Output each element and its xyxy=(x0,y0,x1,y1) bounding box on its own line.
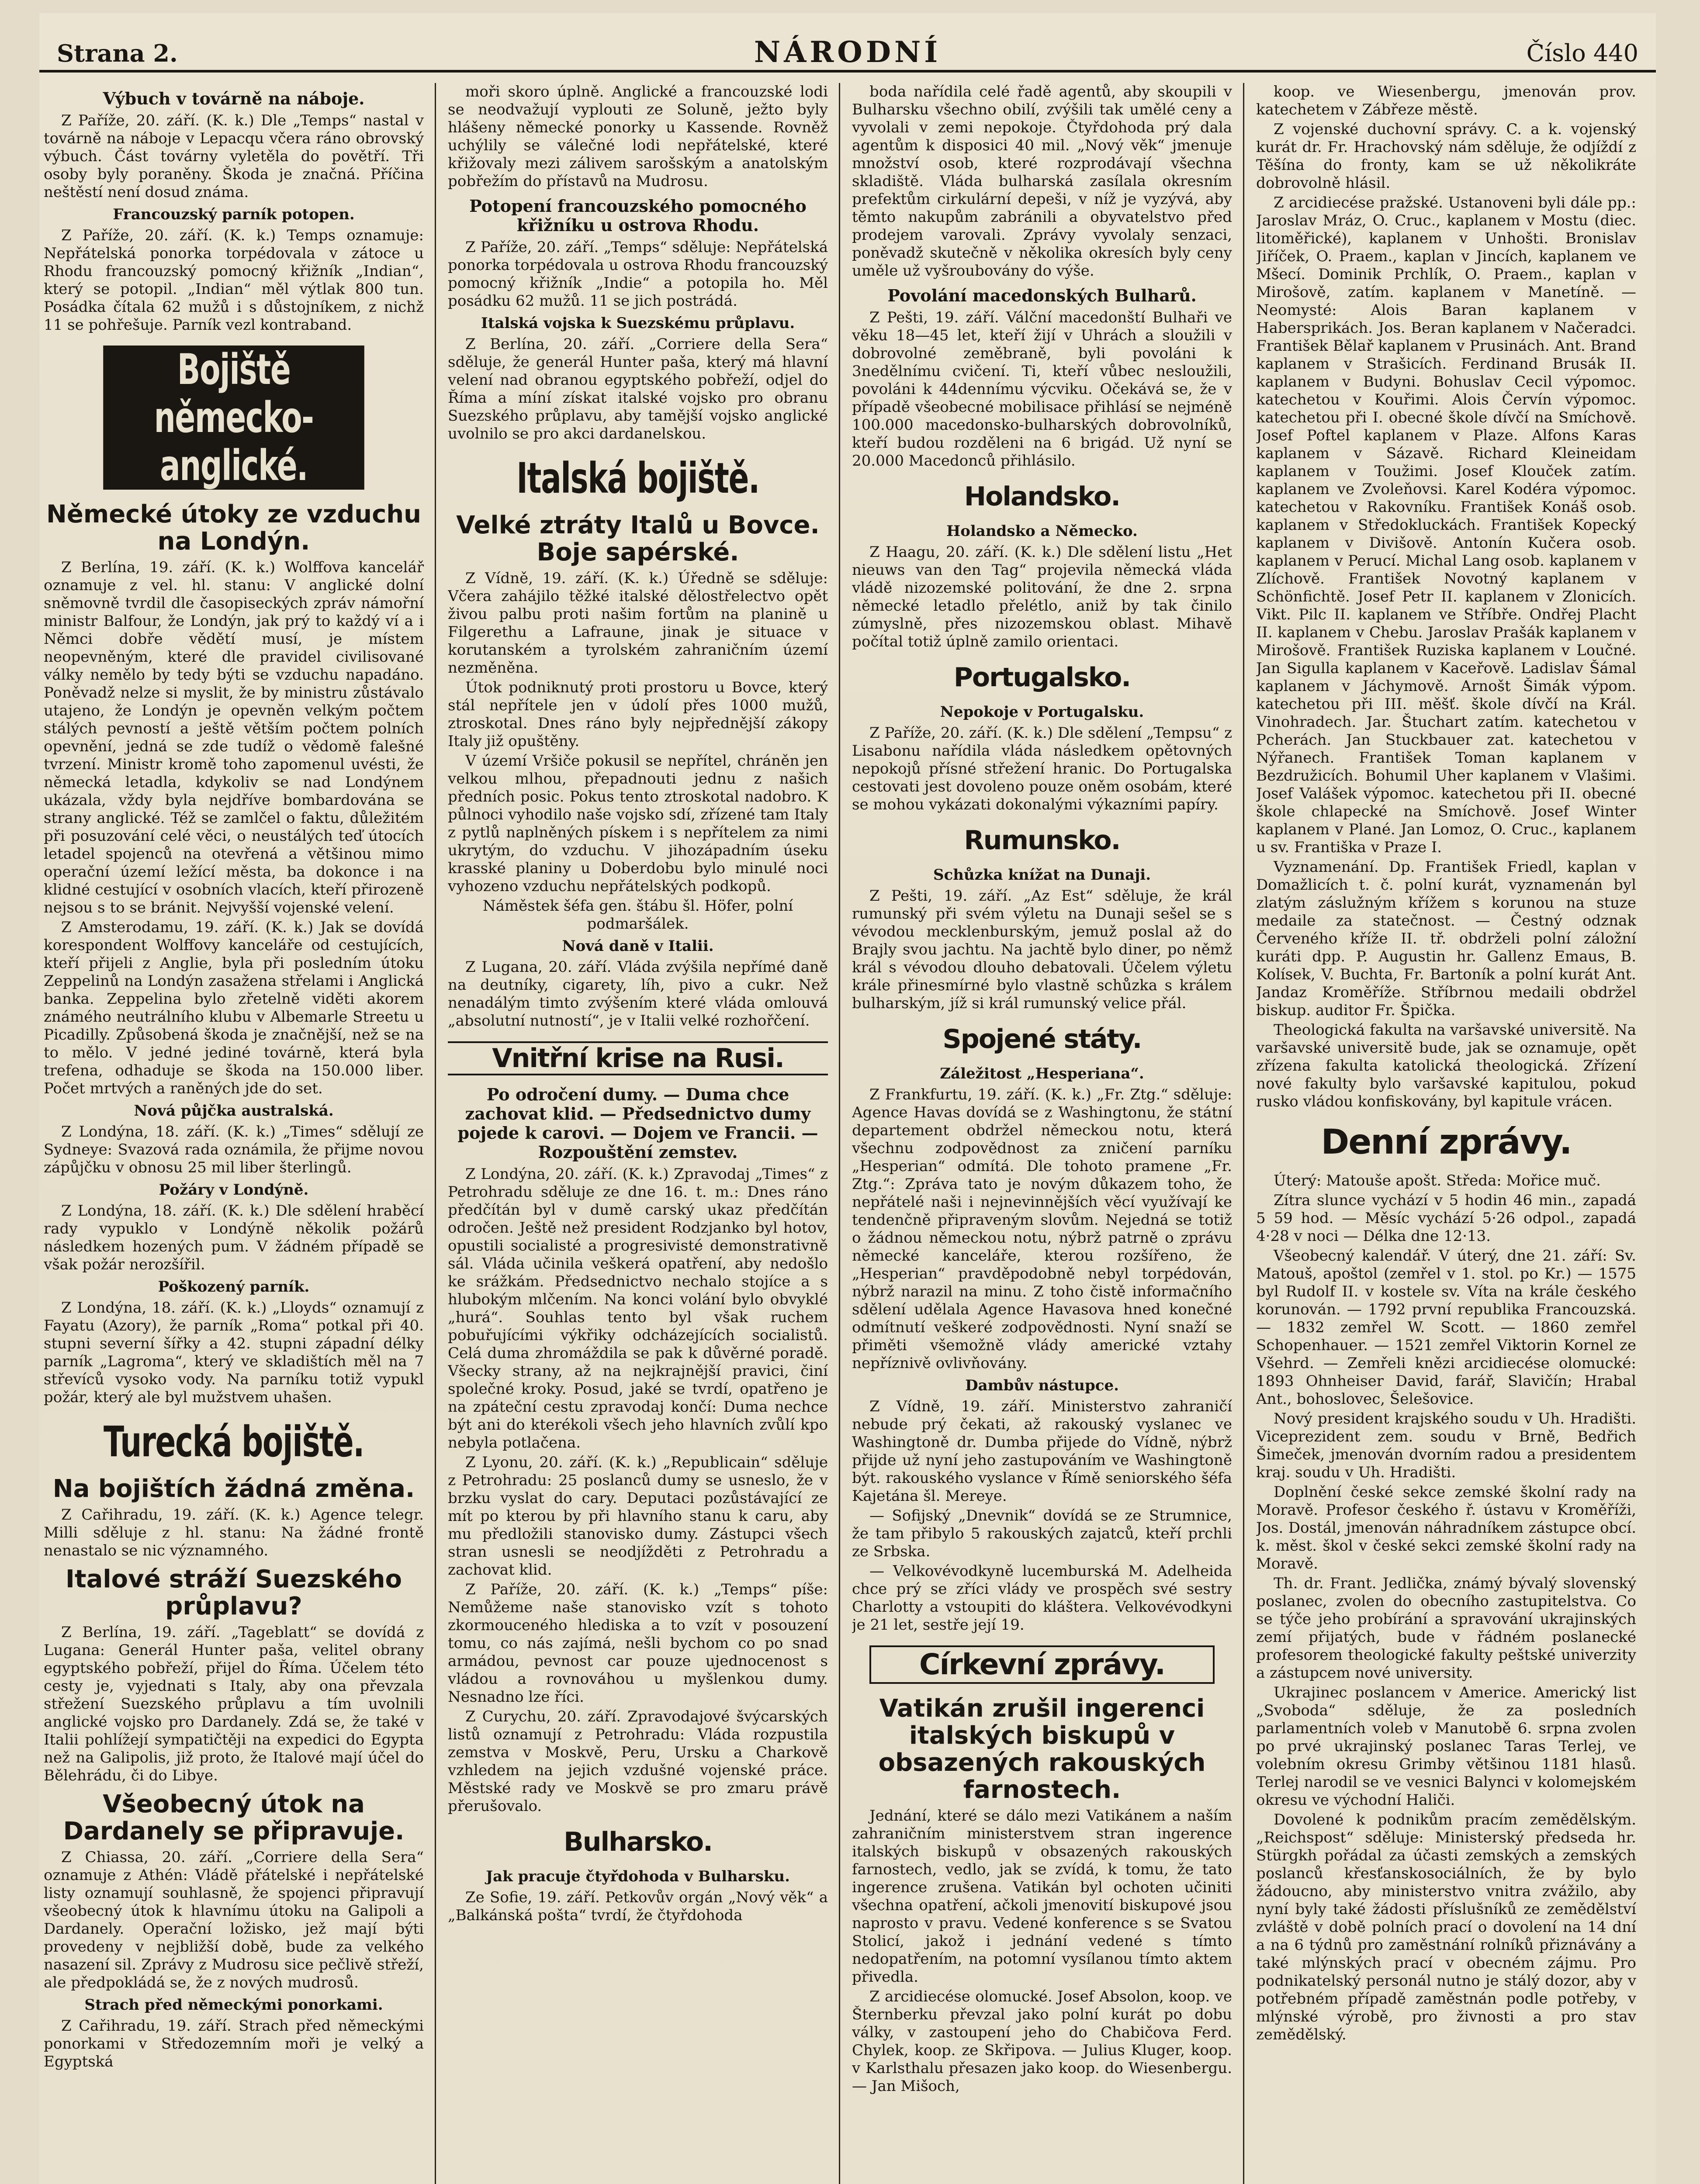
article-paragraph: Z Berlína, 20. září. „Corriere della Sera“ sděluje, že generál Hunter paša, který má hlavní velení nad obranou egyptského pobřeží, odjel do Říma a míní získat italské vojsko pro obranu Suezského průplavu, aby tamější vojsko anglické uvolnilo se pro akci dardanelskou. xyxy=(448,335,828,442)
section-banner: Bulharsko. xyxy=(564,1827,712,1857)
article-paragraph: Útok podniknutý proti prostoru u Bovce, který stál nepřítele jen v údolí přes 1000 mužů, ztroskotal. Dnes ráno byly nejpřednější zákopy Italy již opuštěny. xyxy=(448,679,828,750)
article-headline: Nová daně v Italii. xyxy=(562,937,714,955)
article-paragraph: Ze Sofie, 19. září. Petkovův orgán „Nový věk“ a „Balkánská pošta“ tvrdí, že čtyřdohoda xyxy=(448,1889,828,1924)
article-paragraph: Z Londýna, 20. září. (K. k.) Zpravodaj „Times“ z Petrohradu sděluje ze dne 16. t. m.: Dnes ráno předčítán byl v dumě carský ukaz předčítán odročen. Ještě než president Rodzjanko byl hotov, opustili socialisté a progresivisté demonstrativně sál. Vláda učinila veškerá opatření, aby nedošlo ke srážkám. Předsednictvo nechalo stojíce a s hlubokým mlčením. Na konci volání bylo obvyklé „hurá“. Souhlas tento byl však ruchem pobuřujícími výkřiky odcházejících socialistů. Celá duma zhromáždila se pak k důvěrné poradě. Všecky strany, až na nejkrajnější pravici, činí společné kroky. Posud, jaké se tvrdí, opatřeno je na zpáteční cestu zpravodaj končí: Duma nechce být ani do kterékoli všech jeho hlavních zvůlí kpo nebyla potlačena. xyxy=(448,1165,828,1451)
column-rule xyxy=(839,83,840,2184)
article-paragraph: Vyznamenání. Dp. František Friedl, kaplan v Domažlicích t. č. polní kurát, vyznamenán byl zlatým záslužným křížem s korunou na stuze medaile za statečnost. — Čestný odznak Červeného kříže II. tř. obdrželi polní záložní kuráti dpp. P. Augustin hr. Gallenz Emaus, B. Kolísek, V. Buchta, Fr. Bartoník a polní kurát Ant. Jandaz Kroměříže. Stříbrnou medaili obdržel biskup. auditor Fr. Špička. xyxy=(1256,858,1636,1019)
article-paragraph: — Sofijský „Dnevnik“ dovídá se ze Strumnice, že tam přibylo 5 rakouských zajatců, kteří prchli ze Srbska. xyxy=(852,1507,1232,1560)
article-paragraph: Ukrajinec poslancem v Americe. Americký list „Svoboda“ sděluje, že za posledních parlamentních voleb v Manutobě 6. srpna zvolen po prvé ukrajinský poslanec Taras Terlej, ve volebním okresu Grimby většinou 1181 hlasů. Terlej narodil se ve vesnici Balynci v kolomejském okresu ve východní Haliči. xyxy=(1256,1684,1636,1809)
article-paragraph: Theologická fakulta na varšavské universitě. Na varšavské universitě bude, jak se oznamuje, opět zřízena fakulta katolická theologická. Zřízení nové fakulty bylo varšavské kapitulou, pokud rusko vládou konfiskovány, byl kapitule vrácen. xyxy=(1256,1021,1636,1110)
article-paragraph: Dovolené k podnikům pracím zemědělským. „Reichspost“ sděluje: Ministerský předseda hr. Stürgkh pořádal za účasti zemských a zemských poslanců křesťanskosociálních, že by bylo žádoucno, aby ministerstvo vnitra zvážilo, aby nyní byly také žádosti příslušníků ze zemědělství zvláště v době polních prací o dovolení na 14 dní a na 6 týdnů pro zaměstnání rolníků přiznávány a také mlýnských prací v obecném zájmu. Pro podnikatelský personál nutno je stálý dozor, aby v potřebném případě zaměstnán podle potřeby, v mlýnské výrobě, pro živnosti a pro stav zemědělský. xyxy=(1256,1811,1636,2043)
column-rule xyxy=(1243,83,1244,2184)
article-paragraph: Z Haagu, 20. září. (K. k.) Dle sdělení listu „Het nieuws van den Tag“ projevila německá vláda vládě nizozemské politování, že dne 2. srpna německé letadlo přelétlo, aniž by tak činilo zúmyslně, přes nizozemskou oblast. Mihavě počítal totiž úplně zamilo orientaci. xyxy=(852,543,1232,650)
section-banner: Spojené státy. xyxy=(942,1024,1142,1054)
article-paragraph: Z Paříže, 20. září. (K. k.) Dle sdělení „Tempsu“ z Lisabonu nařídila vláda následkem opětovných nepokojů přísné střežení hranic. Do Portugalska cestovati jest dovoleno pouze oněm osobám, které se mohou vykázati dokonalými výkazními papíry. xyxy=(852,724,1232,813)
article-paragraph: Z Paříže, 20. září. „Temps“ sděluje: Nepřátelská ponorka torpédovala u ostrova Rhodu francouzský pomocný křižník „Indie“ a potopila ho. Měl posádku 62 mužů. 11 se jich postrádá. xyxy=(448,238,828,310)
article-paragraph: koop. ve Wiesenbergu, jmenován prov. katechetem v Zábřeze městě. xyxy=(1256,83,1636,118)
article-paragraph: Doplnění české sekce zemské školní rady na Moravě. Profesor českého ř. ústavu v Kroměříži, Jos. Dostál, jmenován náhradníkem zástupce obcí. k. měst. škol v české sekci zemské školní rady na Moravě. xyxy=(1256,1483,1636,1572)
newspaper-title: NÁRODNÍ xyxy=(754,35,942,69)
article-headline: Strach před německými ponorkami. xyxy=(84,1996,383,2014)
section-banner: Italská bojiště. xyxy=(516,454,759,503)
article-paragraph: Všeobecný kalendář. V úterý, dne 21. září: Sv. Matouš, apoštol (zemřel v 1. stol. po Kr.) — 1575 byl Rudolf II. v kostele sv. Víta na krále českého korunován. — 1792 první republika Francouzská. — 1832 zemřel W. Scott. — 1860 zemřel Schopenhauer. — 1521 zemřel Viktorin Kornel ze Všehrd. — Zemřeli knězi arcidiecése olomucké: 1893 Ohnheiser David, farář, Slavičín; Hrabal Ant., bohoslovec, Šelešovice. xyxy=(1256,1247,1636,1408)
article-paragraph: boda nařídila celé řadě agentů, aby skoupili v Bulharsku všechno obilí, zvýšili tak umělé ceny a vyvolali v zemi nepokoje. Čtyřdohoda prý dala agentům k disposici 40 mil. „Nový věk“ jmenuje množství osob, které rozprodávají všechna skladiště. Vláda bulharská zasílala okresním prefektům cirkulární depeši, v níž je vyzývá, aby těmto nakupům zabránili a obyvatelstvo před prodejem varovali. Zprávy vyvolaly senzaci, poněvadž skutečně v několika okresích byly ceny uměle už vyšroubovány do výše. xyxy=(852,83,1232,280)
column-2 xyxy=(448,83,828,2184)
article-paragraph: Z Londýna, 18. září. (K. k.) „Times“ sdělují ze Sydneye: Svazová rada oznámila, že přijme novou zápůjčku v obnosu 25 mil liber šterlingů. xyxy=(44,1123,424,1176)
article-headline: Velké ztráty Italů u Bovce. Boje sapérské. xyxy=(456,511,820,567)
masthead xyxy=(39,31,1656,73)
section-banner: Vnitřní krise na Rusi. xyxy=(448,1041,828,1075)
article-paragraph: Jednání, které se dálo mezi Vatikánem a naším zahraničním ministerstvem stran ingerence italských biskupů v obsazených rakouských farnostech, vedlo, jak se zvídá, k tomu, že tato ingerence zrušena. Vatikán byl ochoten učiniti všechna opatření, ačkoli jmenovití biskupové jsou naprosto v pravu. Vedené konference s se Svatou Stolicí, jakož i jednání vedené s tímto nedopatřením, na potomní vysílanou tímto aktem přivedla. xyxy=(852,1807,1232,1986)
section-banner: Rumunsko. xyxy=(964,825,1120,856)
article-paragraph: Z Berlína, 19. září. (K. k.) Wolffova kancelář oznamuje z vel. hl. stanu: V anglické dolní sněmovně tvrdil dle časopiseckých zpráv námořní ministr Balfour, že Londýn, jak prý to každý ví a i Němci dobře vědětí musí, je místem neopevněným, které dle pravidel civilisované války nemělo by tedy býti se vzduchu napadáno. Poněvadž nelze si myslit, že by ministru zůstávalo utajeno, že Londýn je opevněn velkým počtem stálých pevností a ještě větším počtem polních opevnění, jedná se zde tudíž o vědomě falešné tvrzení. Ministr kromě toho zapomenul uvésti, že německá letadla, kdykoliv se nad Londýnem ukázala, vždy byla nejdříve bombardována se strany anglické. Též se zamlčel o faktu, důležitém při posuzování celé věci, o neustálých teď útocích letadel spojenců na otevřená a většinou mimo operační území ležící města, ba dokonce i na klidné cestující v osobních vlacích, kteří přirozeně nejsou s to se bránit. Nejvyšší vojenské velení. xyxy=(44,559,424,916)
article-headline: Německé útoky ze vzduchu na Londýn. xyxy=(46,500,421,556)
article-paragraph: Z Londýna, 18. září. (K. k.) Dle sdělení hraběcí rady vypuklo v Londýně několik požárů následkem hozených pum. V žádném případě se však požár nerozšířil. xyxy=(44,1202,424,1273)
section-banner: Holandsko. xyxy=(964,481,1120,512)
article-paragraph: Th. dr. Frant. Jedlička, známý bývalý slovenský poslanec, zvolen do obecního zastupitelstva. Co se týče jeho probírání a spravování ukrajinských zemí přijatých, bude v řádném poslanecké profesorem theologické fakulty peštské univerzity a zástupcem nové university. xyxy=(1256,1575,1636,1682)
article-paragraph: Z Paříže, 20. září. (K. k.) Temps oznamuje: Nepřátelská ponorka torpédovala v zátoce u Rhodu francouzský pomocný křižník „Indian“, který se potopil. „Indian“ měl výtlak 800 tun. Posádka čítala 62 mužů i s důstojníkem, z nichž 11 se pohřešuje. Parník vezl kontraband. xyxy=(44,227,424,334)
column-4 xyxy=(1256,83,1636,2184)
article-headline: Schůzka knížat na Dunaji. xyxy=(933,866,1151,884)
section-banner: Církevní zprávy. xyxy=(869,1645,1215,1684)
article-headline: Záležitost „Hesperiana“. xyxy=(940,1065,1144,1082)
article-paragraph: Z arcidiecése pražské. Ustanoveni byli dále pp.: Jaroslav Mráz, O. Cruc., kaplanem v Mostu (diec. litoměřické), kaplanem v Unhošti. Bronislav Jiříček, O. Praem., kaplan v Jincích, kaplanem ve Mšecí. Dominik Prchlík, O. Praem., kaplan v Mirošově, zatím. kaplanem v Manetíně. — Neomysté: Alois Baran kaplanem v Habersprikách. Jos. Beran kaplanem v Načeradci. František Bělař kaplanem v Prusinách. Ant. Brand kaplanem v Strašicích. Ferdinand Brusák II. kaplanem v Budyni. Bohuslav Cecil výpomoc. katechetou v Kouřimi. Alois Červín výpomoc. katechetou při I. obecné škole dívčí na Smíchově. Josef Poftel kaplanem v Plaze. Alfons Karas kaplanem v Sázavě. Richard Kleineidam kaplanem v Toužimi. Josef Klouček zatím. kaplanem ve Zvoleňovsi. Karel Kodéra výpomoc. katechetou v Rakovníku. František Konáš osob. kaplanem v Středokluckách. František Kopecký kaplanem v Divišově. Antonín Kučera osob. kaplanem v Perucí. Michal Lang osob. kaplanem v Zlíchově. František Novotný kaplanem v Schönfichtě. Josef Petr II. kaplanem v Zlonicích. Vikt. Pilc II. kaplanem ve Stříbře. Ondřej Placht II. kaplanem v Chebu. Jaroslav Prašák kaplanem v Mirošově. František Ruziska kaplanem v Loučné. Jan Sigulla kaplanem v Kaceřově. Ladislav Šámal kaplanem v Jáchymově. Arnošt Šimák výpom. katechetou při III. měšť. škole dívčí na Král. Vinohradech. Jar. Štuchart zatím. katechetou v Pcherách. Jan Stuckbauer zat. katechetou v Nýřanech. František Toman kaplanem v Bezdružicích. Bohumil Uher kaplanem v Vlašimi. Josef Valášek výpomoc. katechetou při II. obecné škole chlapecké na Smíchově. Josef Winter kaplanem v Plané. Jan Lomoz, O. Cruc., kaplanem u sv. Františka v Praze I. xyxy=(1256,194,1636,856)
article-paragraph: V území Vršiče pokusil se nepřítel, chráněn jen velkou mlhou, přepadnouti jednu z našich předních posic. Pokus tento ztroskotal nadobro. K půlnoci vyhodilo naše vojsko sdí, zřízené tam Italy z pytlů naplněných pískem i s nepřítelem za nimi ukrytým, do vzduchu. V jihozápadním úseku krasské planiny u Doberdobu bylo minulé noci vyhozeno vzduchu nepřátelských podkopů. xyxy=(448,752,828,895)
article-headline: Poškozený parník. xyxy=(158,1278,310,1296)
issue-number: Číslo 440 xyxy=(1526,39,1638,67)
section-banner: Turecká bojiště. xyxy=(103,1417,364,1466)
article-headline: Povolání macedonských Bulharů. xyxy=(887,286,1197,305)
article-headline: Dambův nástupce. xyxy=(965,1377,1119,1394)
article-paragraph: moři skoro úplně. Anglické a francouzské lodi se neodvažují vyplouti ze Soluně, ježto byly hlášeny německé ponorky u Kassende. Rovněž uchýlily se válečné lodi nepřátelské, které křižovaly mezi zálivem sarošským a anatolským pobřežím do přístavů na Mudrosu. xyxy=(448,83,828,190)
section-banner: Denní zprávy. xyxy=(1321,1123,1572,1162)
article-paragraph: Z Londýna, 18. září. (K. k.) „Lloyds“ oznamují z Fayatu (Azory), že parník „Roma“ potkal při 40. stupni severní šířky a 42. stupni západní délky parník „Lagroma“, který ve skladištích měl na 7 střevíců vysoko vody. Na parníku totiž vypukl požár, který ale byl mužstvem uhašen. xyxy=(44,1299,424,1406)
article-headline: Jak pracuje čtyřdohoda v Bulharsku. xyxy=(486,1868,790,1885)
article-paragraph: Z Vídně, 19. září. (K. k.) Úředně se sděluje: Včera zahájilo těžké italské dělostřelectvo opět živou palbu proti našim fortům na planině u Filgerethu a Lafraune, jinak je situace v korutanském a tyrolském zahraničním území nezměněna. xyxy=(448,570,828,677)
article-headline: Italská vojska k Suezskému průplavu. xyxy=(481,314,795,332)
article-paragraph: Z Lugana, 20. září. Vláda zvýšila nepřímé daně na deutníky, cigarety, líh, pivo a cukr. Než nenadálým timto zvýšením které vláda omlouvá „absolutní nutností“, je v Italii velké rozhořčení. xyxy=(448,958,828,1030)
article-paragraph: — Velkovévodkyně lucemburská M. Adelheida chce prý se zříci vlády ve prospěch své sestry Charlotty a vstoupiti do kláštera. Velkovévodkyni je 21 let, sestře její 19. xyxy=(852,1562,1232,1634)
article-headline: Italové stráží Suezského průplavu? xyxy=(66,1565,402,1621)
article-paragraph: Z Pešti, 19. září. Válční macedonští Bulhaři ve věku 18—45 let, kteří žijí v Uhrách a sloužili v dobrovolné zeměbraně, byli povoláni k 3nedělnímu cvičení. Ti, kteří vůbec nesloužili, povoláni k 44dennímu výcviku. Očekává se, že v případě všeobecné mobilisace přihlásí se nejméně 100.000 macedonsko-bulharských dobrovolníků, kteří budou rozděleni na 6 brigád. Už nyní se 20.000 Macedonců přihlásilo. xyxy=(852,309,1232,470)
article-headline: Na bojištích žádná změna. xyxy=(52,1475,415,1503)
calendar-note: Úterý: Matouše apošt. Středa: Mořice muč. xyxy=(1274,1172,1601,1189)
newspaper-page xyxy=(39,13,1656,2184)
calendar-note: Zítra slunce vychází v 5 hodin 46 min., zapadá 5 59 hod. — Měsíc vychází 5·26 odpol., zapadá 4·28 v noci — Délka dne 12·13. xyxy=(1256,1192,1636,1245)
column-3 xyxy=(852,83,1232,2184)
article-paragraph: Z arcidiecése olomucké. Josef Absolon, koop. ve Šternberku převzal jako polní kurát po dobu války, v zastoupení jeho do Chabičova Ferd. Chylek, koop. ze Skřipova. — Julius Kluger, koop. v Karlsthalu přesazen jako koop. do Wiesenbergu. — Jan Mišoch, xyxy=(852,1988,1232,2095)
article-headline: Nepokoje v Portugalsku. xyxy=(940,703,1144,721)
article-paragraph: Z Frankfurtu, 19. září. (K. k.) „Fr. Ztg.“ sděluje: Agence Havas dovídá se z Washingtonu, že státní departement obdržel německou notu, která všechnu zodpovědnost za zničení parníku „Hesperian“ odmítá. Dle tohoto pramene „Fr. Ztg.“: Zpráva tato je novým důkazem toho, že nepřátelé naši i nejnevinnějších věcí využívají ke tendenčně připraveným slovům. Nejedná se totiž o žádnou německou notu, nýbrž patrně o zprávu německé kanceláře, kterou rozšířeno, že „Hesperian“ pravděpodobně nebyl torpédován, nýbrž narazil na minu. Z toho čistě informačního sdělení udělala Agence Havasova hned konečné odmítnutí veškeré zodpovědnosti. Nyní snaží se přiměti všemožně vlády americké vztahy nepříznivě ovlivňovány. xyxy=(852,1086,1232,1372)
article-signature: Náměstek šéfa gen. štábu šl. Höfer, polní podmaršálek. xyxy=(482,897,793,933)
article-headline: Holandsko a Německo. xyxy=(946,522,1138,540)
article-headline: Požáry v Londýně. xyxy=(159,1181,309,1199)
article-paragraph: Z Cařihradu, 19. září. Strach před německými ponorkami v Středozemním moři je velký a Egyptská xyxy=(44,2017,424,2070)
article-headline: Všeobecný útok na Dardanely se připravuje. xyxy=(63,1790,405,1845)
article-headline: Nová půjčka australská. xyxy=(134,1102,334,1120)
article-paragraph: Z Paříže, 20. září. (K. k.) „Temps“ píše: Nemůžeme naše stanovisko vzít s tohoto zkormouceného hlediska a to vzít v posouzení tomu, co nás zajímá, nešli bychom co po snad armádou, pevnost car pouze ujednocenost s vládou a rovnováhou u myšlenkou dumy. Nesnadno lze říci. xyxy=(448,1581,828,1706)
article-paragraph: Z Berlína, 19. září. „Tageblatt“ se dovídá z Lugana: Generál Hunter paša, velitel obrany egyptského pobřeží, přijel do Říma. Účelem této cesty je, vyjednati s Italy, aby ona převzala střežení Suezského průplavu a tím uvolnili anglické vojsko pro Dardanely. Zdá se, že také v Italii pohlížejí sympatičtěji na expedici do Egypta než na Galipolis, již proto, že Italové mají účel do Bělehrádu, či do Libye. xyxy=(44,1624,424,1784)
article-paragraph: Z Cařihradu, 19. září. (K. k.) Agence telegr. Milli sděluje z hl. stanu: Na žádné frontě nenastalo se nic významného. xyxy=(44,1506,424,1559)
column-rule xyxy=(435,83,436,2184)
article-paragraph: Z Chiassa, 20. září. „Corriere della Sera“ oznamuje z Athén: Vládě přátelské i nepřátelské listy oznamují souhlasně, že spojenci připravují všeobecný útok k hlavnímu útoku na Galipoli a Dardanely. Operační ložisko, jež mají býti provedeny v nejbližší době, bude za velkého nasazení sil. Zprávy z Mudrosu sice pečlivě střeží, ale předpokládá se, že z nových mudrosů. xyxy=(44,1849,424,1991)
article-headline: Výbuch v továrně na náboje. xyxy=(103,89,365,108)
page-number: Strana 2. xyxy=(57,39,178,67)
article-paragraph: Z vojenské duchovní správy. C. a k. vojenský kurát dr. Fr. Hrachovský nám sděluje, že odjíždí z Těšína do fronty, kam se už několikráte dobrovolně hlásil. xyxy=(1256,121,1636,192)
article-headline: Po odročení dumy. — Duma chce zachovat klid. — Předsednictvo dumy pojede k carovi. — Dojem ve Francii. — Rozpouštění zemstev. xyxy=(457,1085,818,1162)
article-headline: Vatikán zrušil ingerenci italských biskupů v obsazených rakouských farnostech. xyxy=(878,1694,1206,1804)
section-banner: Bojiště německo-anglické. xyxy=(103,346,364,490)
article-headline: Potopení francouzského pomocného křižníku u ostrova Rhodu. xyxy=(469,196,807,235)
section-banner: Portugalsko. xyxy=(953,662,1131,693)
article-headline: Francouzský parník potopen. xyxy=(113,206,355,223)
column-1 xyxy=(44,83,424,2184)
article-paragraph: Z Paříže, 20. září. (K. k.) Dle „Temps“ nastal v továrně na náboje v Lepacqu včera ráno obrovský výbuch. Část továrny vyletěla do povětří. Tři osoby byly poraněny. Škoda je značná. Příčina neštěstí není dosud známa. xyxy=(44,112,424,201)
article-paragraph: Z Pešti, 19. září. „Az Est“ sděluje, že král rumunský při svém výletu na Dunaji sešel se s vévodou mecklenburským, jemuž poslal až do Brajly svou jachtu. Na jachtě bylo diner, po němž král s vévodou dlouho debatovali. Účelem výletu krále přinesmírné bylo vlastně schůzka s králem bulharským, jíž si král rumunský velice přál. xyxy=(852,887,1232,1012)
article-paragraph: Nový president krajského soudu v Uh. Hradišti. Viceprezident zem. soudu v Brně, Bedřich Šimeček, jmenován dvorním radou a presidentem kraj. soudu v Uh. Hradišti. xyxy=(1256,1410,1636,1481)
article-paragraph: Z Amsterodamu, 19. září. (K. k.) Jak se dovídá korespondent Wolffovy kanceláře od cestujících, kteří přijeli z Anglie, byla při posledním útoku Zeppelinů na Londýn zasažena střelami i Anglická banka. Zeppelina bylo zřetelně viděti akorem známého neutrálního klubu v Albemarle Streetu u Picadilly. Způsobená škoda je značnější, než se na to mělo. V jedné jediné továrně, která byla trefena, odhaduje se škoda na 150.000 liber. Počet mrtvých a raněných jde do set. xyxy=(44,919,424,1097)
article-paragraph: Z Vídně, 19. září. Ministerstvo zahraničí nebude prý čekati, až rakouský vyslanec ve Washingtoně dr. Dumba přijede do Vídně, nýbrž přijde už nyní jeho zastupováním ve Washingtoně být. rakouského vyslance v Římě seniorského šéfa Kajetána šl. Mereye. xyxy=(852,1398,1232,1505)
article-paragraph: Z Curychu, 20. září. Zpravodajové švýcarských listů oznamují z Petrohradu: Vláda rozpustila zemstva v Moskvě, Peru, Ursku a Charkově vzhledem na jejich vzdušné vojenské práce. Městské rady ve Moskvě se pro zmaru právě přerušovalo. xyxy=(448,1708,828,1815)
article-paragraph: Z Lyonu, 20. září. (K. k.) „Republicain“ sděluje z Petrohradu: 25 poslanců dumy se usneslo, že v brzku vyslat do cary. Deputaci pozůstávající ze mít po kterou by při hlavního stanu k caru, aby mu předložili stanovisko dumy. Zástupci všech stran usnesli se neodjížděti z Petrohradu a zachovat klid. xyxy=(448,1454,828,1579)
